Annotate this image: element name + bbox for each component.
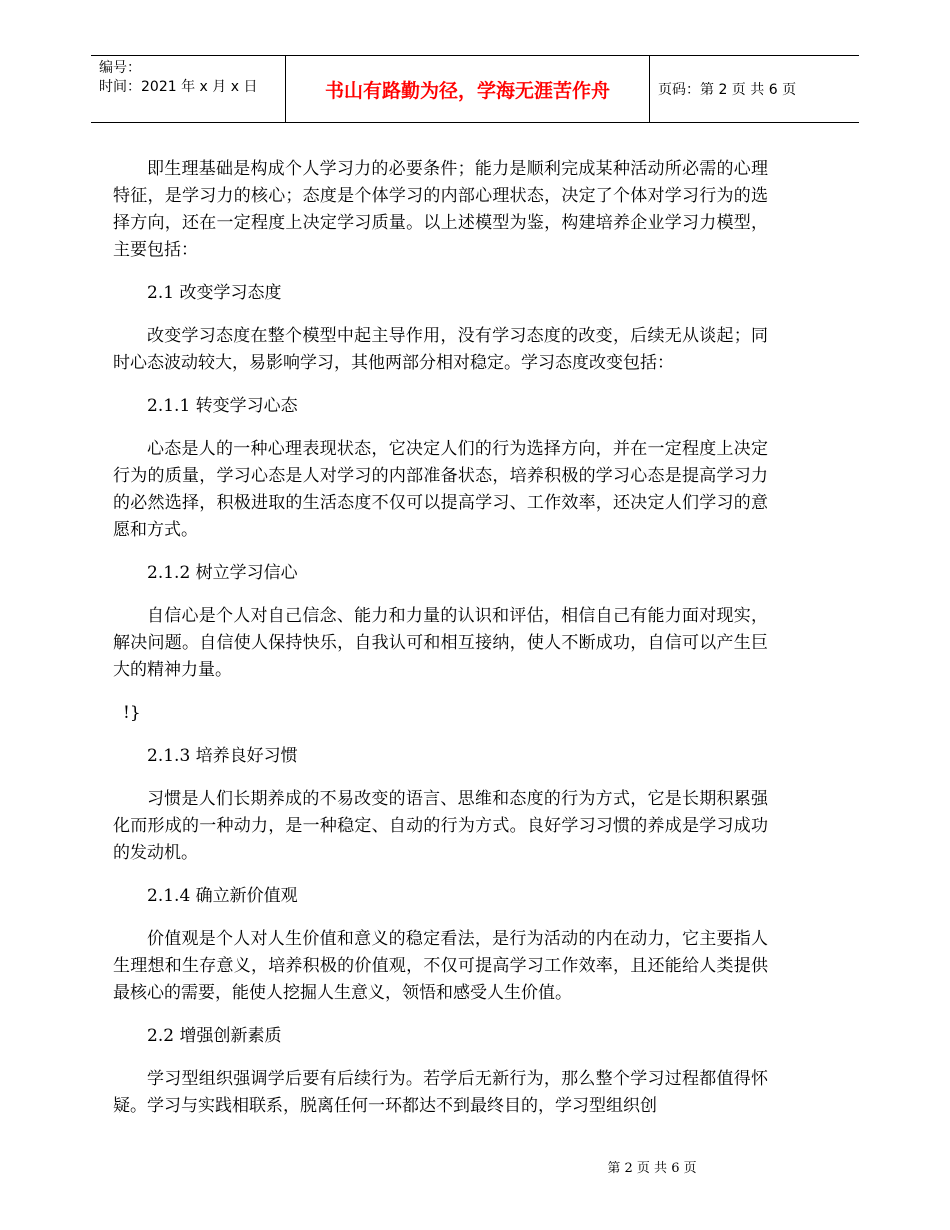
section-heading: 2.1.3 培养良好习惯 xyxy=(147,746,298,766)
page-footer xyxy=(0,1157,950,1176)
serial-number-label: 编号： xyxy=(99,60,141,76)
document-body xyxy=(113,156,768,1136)
section-heading: 2.2 增强创新素质 xyxy=(147,1026,282,1046)
footer-page-number: 第 2 页 共 6 页 xyxy=(607,1161,697,1176)
header-motto: 书山有路勤为径，学海无涯苦作舟 xyxy=(324,79,610,102)
body-paragraph: 即生理基础是构成个人学习力的必要条件；能力是顺利完成某种活动所必需的心理特征，是学习力的核心；态度是个体学习的内部心理状态，决定了个体对学习行为的选择方向，还在一定程度上决定学习质量。以上述模型为鉴，构建培养企业学习力模型，主要包括： xyxy=(113,159,768,260)
body-paragraph: 习惯是人们长期养成的不易改变的语言、思维和态度的行为方式，它是长期积累强化而形成的一种动力，是一种稳定、自动的行为方式。良好学习习惯的养成是学习成功的发动机。 xyxy=(113,789,768,863)
body-paragraph: 改变学习态度在整个模型中起主导作用，没有学习态度的改变，后续无从谈起；同时心态波动较大，易影响学习，其他两部分相对稳定。学习态度改变包括： xyxy=(113,326,768,373)
body-paragraph: 学习型组织强调学后要有后续行为。若学后无新行为，那么整个学习过程都值得怀疑。学习与实践相联系，脱离任何一环都达不到最终目的，学习型组织创 xyxy=(113,1069,768,1116)
section-heading: 2.1.4 确立新价值观 xyxy=(147,886,298,906)
stray-characters: !} xyxy=(123,703,141,723)
section-heading: 2.1 改变学习态度 xyxy=(147,283,282,303)
body-paragraph: 自信心是个人对自己信念、能力和力量的认识和评估，相信自己有能力面对现实，解决问题。自信使人保持快乐，自我认可和相互接纳，使人不断成功，自信可以产生巨大的精神力量。 xyxy=(113,606,768,680)
page-header xyxy=(91,55,859,123)
header-divider-right xyxy=(649,56,650,122)
section-heading: 2.1.2 树立学习信心 xyxy=(147,563,298,583)
date-label: 时间：2021 年 x 月 x 日 xyxy=(99,79,258,95)
body-paragraph: 心态是人的一种心理表现状态，它决定人们的行为选择方向，并在一定程度上决定行为的质量，学习心态是人对学习的内部准备状态，培养积极的学习心态是提高学习力的必然选择，积极进取的生活态度不仅可以提高学习、工作效率，还决定人们学习的意愿和方式。 xyxy=(113,439,768,540)
header-meta xyxy=(99,59,257,97)
section-heading: 2.1.1 转变学习心态 xyxy=(147,396,298,416)
header-page-info: 页码：第 2 页 共 6 页 xyxy=(658,82,797,98)
body-paragraph: 价值观是个人对人生价值和意义的稳定看法，是行为活动的内在动力，它主要指人生理想和生存意义，培养积极的价值观，不仅可提高学习工作效率，且还能给人类提供最核心的需要，能使人挖掘人生意义，领悟和感受人生价值。 xyxy=(113,929,768,1003)
